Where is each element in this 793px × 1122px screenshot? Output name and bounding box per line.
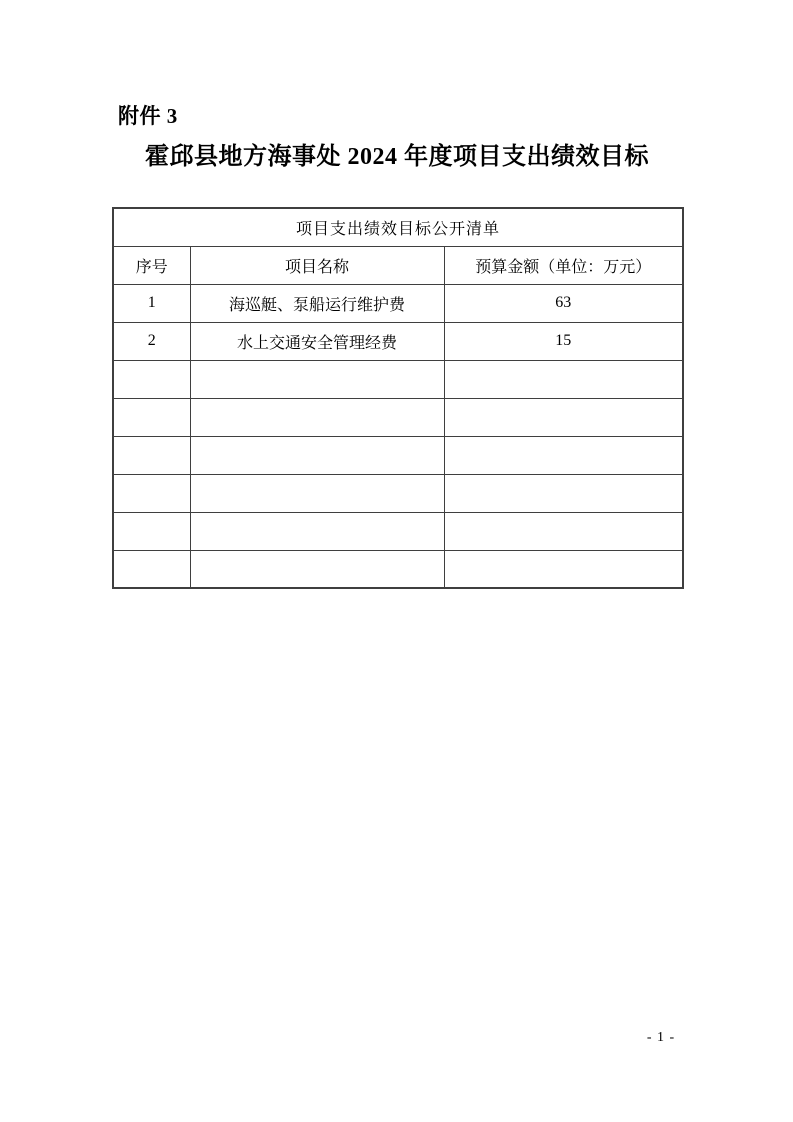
table-cell: 63 (444, 284, 683, 322)
table-cell (444, 360, 683, 398)
table-cell (444, 398, 683, 436)
table-cell (444, 436, 683, 474)
table-cell: 海巡艇、泵船运行维护费 (190, 284, 444, 322)
table-cell (113, 398, 190, 436)
table-row (113, 436, 683, 474)
table-column-header-row (113, 246, 683, 284)
table-cell (113, 436, 190, 474)
table-caption: 项目支出绩效目标公开清单 (113, 208, 683, 246)
table-cell (113, 512, 190, 550)
table-cell (190, 398, 444, 436)
table-cell (444, 474, 683, 512)
document-title: 霍邱县地方海事处 2024 年度项目支出绩效目标 (145, 144, 649, 170)
table-cell: 15 (444, 322, 683, 360)
column-header-2: 预算金额（单位：万元） (444, 246, 683, 284)
performance-targets-table (112, 207, 684, 589)
table-cell (190, 550, 444, 588)
table-cell: 水上交通安全管理经费 (190, 322, 444, 360)
table-row (113, 550, 683, 588)
table-cell (113, 550, 190, 588)
table-cell (190, 436, 444, 474)
column-header-1: 项目名称 (190, 246, 444, 284)
table-cell: 1 (113, 284, 190, 322)
table-row (113, 474, 683, 512)
table-row (113, 512, 683, 550)
table-cell (113, 360, 190, 398)
table-row (113, 322, 683, 360)
table-cell (190, 360, 444, 398)
table-cell (190, 474, 444, 512)
column-header-0: 序号 (113, 246, 190, 284)
table-caption-row (113, 208, 683, 246)
page-number: - 1 - (646, 1030, 676, 1045)
table-cell (444, 550, 683, 588)
table-cell (190, 512, 444, 550)
table-cell (113, 474, 190, 512)
table-row (113, 284, 683, 322)
table-row (113, 360, 683, 398)
table-cell: 2 (113, 322, 190, 360)
table-row (113, 398, 683, 436)
attachment-label: 附件 3 (118, 104, 178, 128)
table-cell (444, 512, 683, 550)
